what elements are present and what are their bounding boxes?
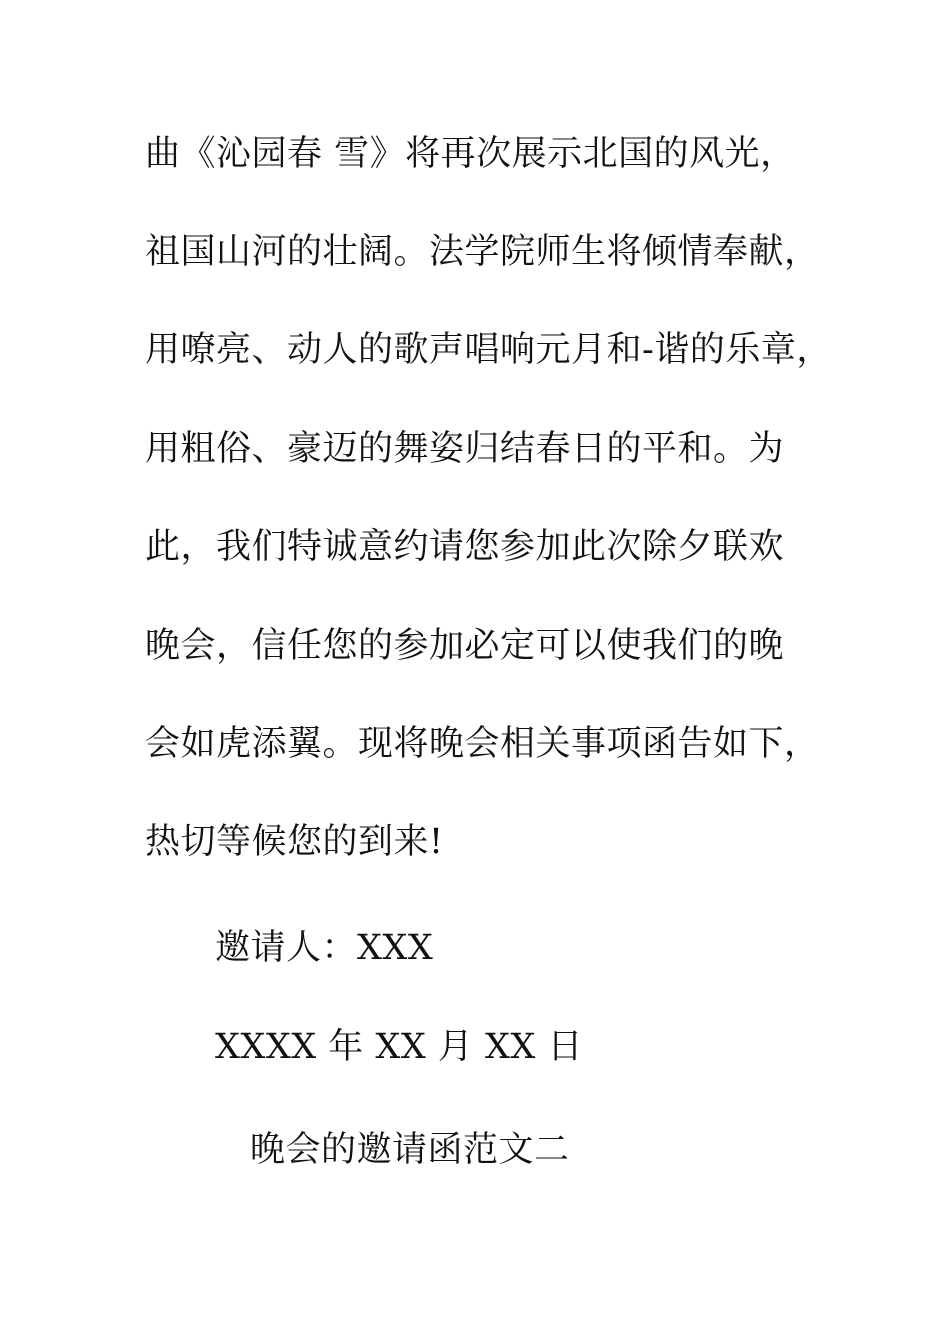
paragraph-line: 祖国山河的壮阔。法学院师生将倾情奉献，	[145, 232, 820, 272]
paragraph-line: 用粗俗、豪迈的舞姿归结春日的平和。为	[145, 429, 785, 469]
signature-date: XXXX 年 XX 月 XX 日	[215, 1027, 583, 1067]
inviter-signature: 邀请人：XXX	[215, 928, 434, 968]
paragraph-line: 晚会，信任您的参加必定可以使我们的晚	[145, 626, 785, 666]
paragraph-line: 热切等候您的到来!	[145, 822, 444, 862]
paragraph-line: 曲《沁园春 雪》将再次展示北国的风光，	[145, 134, 796, 174]
section-heading: 晚会的邀请函范文二	[250, 1130, 570, 1170]
paragraph-line: 此，我们特诚意约请您参加此次除夕联欢	[145, 527, 785, 567]
paragraph-line: 用嘹亮、动人的歌声唱响元月和-谐的乐章，	[145, 330, 832, 370]
paragraph-line: 会如虎添翼。现将晚会相关事项函告如下，	[145, 724, 820, 764]
